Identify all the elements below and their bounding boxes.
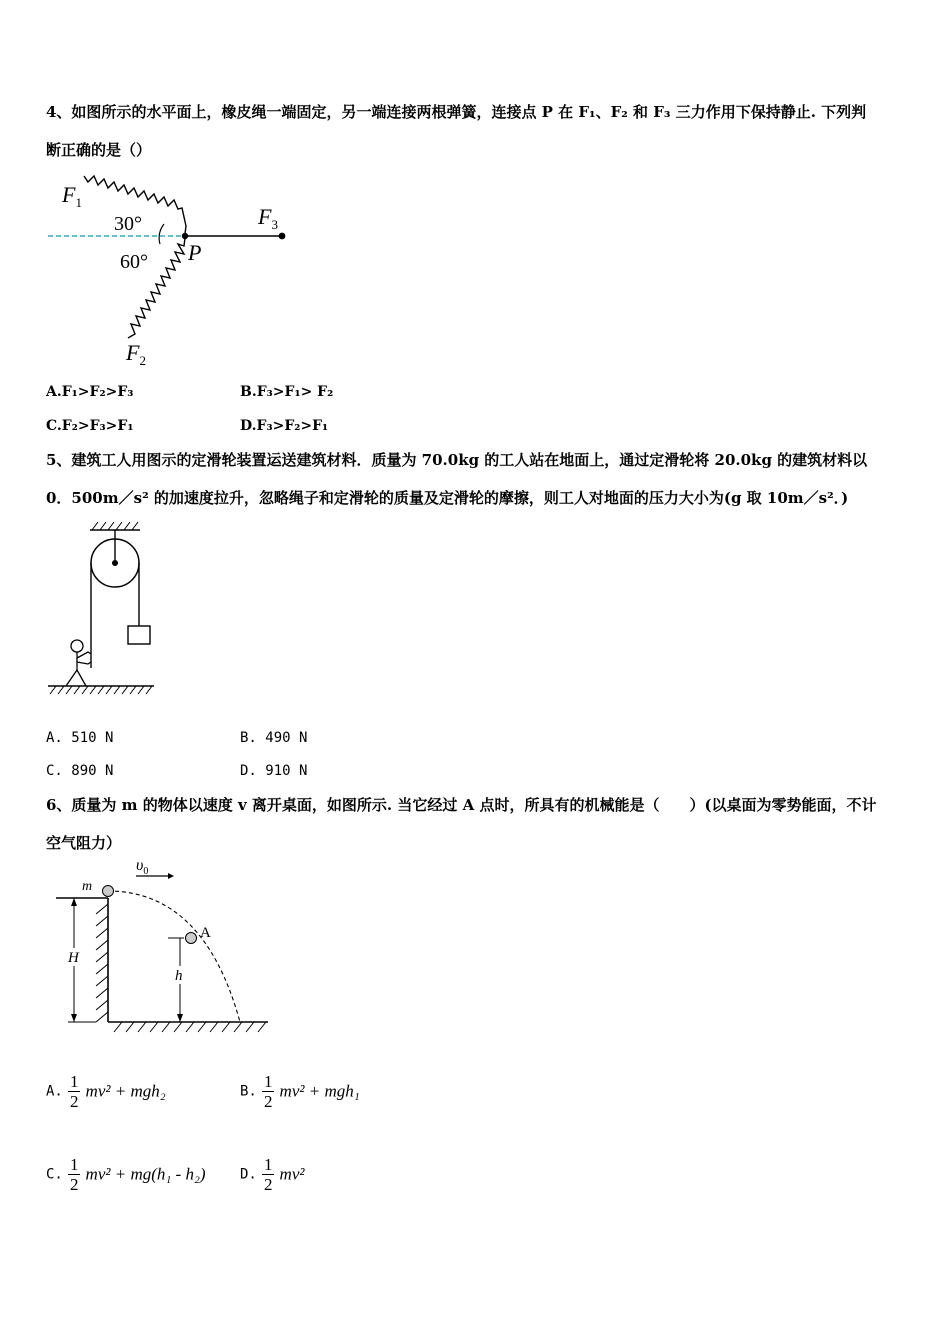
- option-prefix: A.: [46, 1083, 63, 1100]
- q5-pulley-figure: [44, 518, 164, 703]
- fraction: $\frac{1}{2}$: [69, 1072, 79, 1111]
- wall-hatch: [96, 904, 108, 1022]
- q4-option-d[interactable]: D.F₃>F₂>F₁: [240, 418, 329, 434]
- q4-option-a[interactable]: A.F₁>F₂>F₃: [46, 384, 134, 400]
- pulley-axle: [112, 560, 118, 566]
- worker-head: [71, 640, 83, 652]
- q6-option-a[interactable]: [46, 1072, 166, 1111]
- label-angle-30: 30°: [114, 213, 142, 235]
- label-m: m: [82, 879, 93, 894]
- label-angle-60: 60°: [120, 251, 148, 273]
- q5-text-line2: 0．500m／s² 的加速度拉升，忽略绳子和定滑轮的质量及定滑轮的摩擦，则工人对地面的压力大小为(g 取 10m／s²．): [46, 489, 849, 507]
- point-a-ball: [186, 933, 197, 944]
- q4-text-line1: 4、如图所示的水平面上，橡皮绳一端固定，另一端连接两根弹簧，连接点 P 在 F₁、F₂ 和 F₃ 三力作用下保持静止. 下列判: [46, 103, 867, 121]
- q5-option-b[interactable]: B. 490 N: [240, 730, 308, 746]
- angle-arc: [159, 224, 164, 244]
- option-prefix: D.: [240, 1166, 257, 1183]
- ground-hatch-6: [114, 1022, 266, 1032]
- label-p: P: [188, 240, 202, 265]
- worker-arm-up: [77, 652, 91, 658]
- worker-legs: [66, 670, 86, 686]
- point-p: [182, 233, 188, 239]
- ceiling-hatch: [92, 522, 138, 530]
- h-small-arrowhead: [177, 1014, 183, 1022]
- q4-option-c[interactable]: C.F₂>F₃>F₁: [46, 418, 134, 434]
- object-m: [103, 886, 114, 897]
- q6-text-line2: 空气阻力）: [46, 834, 122, 852]
- q6-option-d[interactable]: [240, 1155, 304, 1194]
- fraction: $\frac{1}{2}$: [263, 1072, 273, 1111]
- q4-spring-figure: [44, 168, 304, 373]
- option-prefix: C.: [46, 1166, 63, 1183]
- ground-hatch: [50, 686, 152, 694]
- q5-option-d[interactable]: D. 910 N: [240, 763, 308, 779]
- q4-text-line2: 断正确的是（）: [46, 141, 152, 159]
- label-h-big: H: [68, 950, 79, 966]
- option-expression: mv² + mgh₂: [85, 1081, 166, 1101]
- label-h-small: h: [175, 968, 183, 984]
- label-f3: $F_3$: [258, 204, 278, 232]
- option-expression: mv²: [279, 1164, 305, 1184]
- trajectory: [108, 891, 240, 1022]
- fraction: $\frac{1}{2}$: [69, 1155, 79, 1194]
- h-big-arrow-down: [71, 1014, 77, 1022]
- rubber-band-end: [279, 233, 286, 240]
- q6-option-b[interactable]: [240, 1072, 360, 1111]
- label-v0: $\upsilon_0$: [136, 858, 149, 877]
- label-a: A: [200, 925, 211, 941]
- option-expression: mv² + mgh₁: [279, 1081, 360, 1101]
- q5-option-a[interactable]: A. 510 N: [46, 730, 114, 746]
- q6-option-c[interactable]: [46, 1155, 206, 1194]
- q5-option-c[interactable]: C. 890 N: [46, 763, 114, 779]
- q4-option-b[interactable]: B.F₃>F₁> F₂: [240, 384, 334, 400]
- label-f2: $F_2$: [126, 340, 146, 368]
- fraction: $\frac{1}{2}$: [263, 1155, 273, 1194]
- label-f1: $F_1$: [62, 182, 82, 210]
- q6-text-line1: 6、质量为 m 的物体以速度 v 离开桌面，如图所示. 当它经过 A 点时，所具有的机械能是（ ）(以桌面为零势能面，不计: [46, 796, 877, 814]
- option-expression: mv² + mg(h₁ - h₂): [85, 1164, 206, 1184]
- h-big-arrow-up: [71, 898, 77, 906]
- building-material-box: [128, 626, 150, 644]
- worker-arm-low: [77, 662, 91, 664]
- q6-projectile-figure: [44, 858, 274, 1038]
- option-prefix: B.: [240, 1083, 257, 1100]
- velocity-arrowhead: [168, 873, 174, 879]
- q5-text-line1: 5、建筑工人用图示的定滑轮装置运送建筑材料．质量为 70.0kg 的工人站在地面上，通过定滑轮将 20.0kg 的建筑材料以: [46, 451, 868, 469]
